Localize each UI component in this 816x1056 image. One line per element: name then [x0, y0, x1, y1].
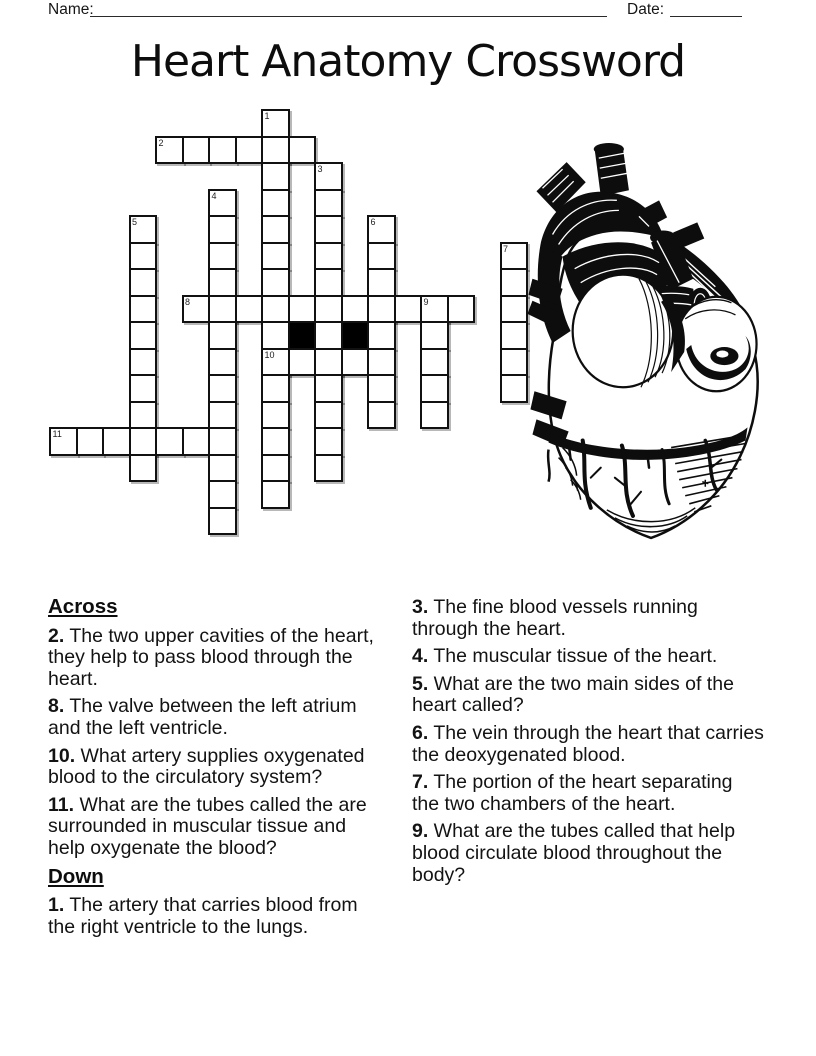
clue-number: 11: [52, 429, 62, 439]
crossword-cell[interactable]: [314, 454, 343, 483]
crossword-cell[interactable]: [208, 136, 237, 165]
crossword-cell[interactable]: [261, 268, 290, 297]
crossword-cell[interactable]: [129, 454, 158, 483]
crossword-cell[interactable]: [314, 321, 343, 350]
crossword-cell[interactable]: [208, 401, 237, 430]
crossword-cell[interactable]: [314, 427, 343, 456]
crossword-cell[interactable]: [367, 268, 396, 297]
crossword-cell[interactable]: [420, 348, 449, 377]
crossword-cell[interactable]: [367, 374, 396, 403]
clue-number-label: 2.: [48, 624, 65, 647]
crossword-cell[interactable]: [155, 427, 184, 456]
clue-number: 6: [370, 217, 376, 227]
crossword-cell[interactable]: [261, 215, 290, 244]
crossword-cell[interactable]: [420, 374, 449, 403]
crossword-cell[interactable]: [129, 348, 158, 377]
crossword-cell[interactable]: [367, 401, 396, 430]
clue-number: 9: [423, 296, 429, 307]
crossword-cell[interactable]: [182, 427, 211, 456]
blocked-cell: [288, 321, 317, 350]
crossword-cell[interactable]: [314, 401, 343, 430]
clue-number: 4: [211, 190, 217, 201]
crossword-cell[interactable]: [261, 401, 290, 430]
crossword-cell[interactable]: [208, 242, 237, 271]
anatomical-heart-engraving: [518, 136, 770, 543]
clue-number-label: 8.: [48, 695, 65, 718]
crossword-cell[interactable]: [102, 427, 131, 456]
clue: 1. The artery that carries blood from the right ventricle to the lungs.: [48, 894, 358, 938]
crossword-cell[interactable]: [208, 454, 237, 483]
crossword-cell[interactable]: [129, 268, 158, 297]
crossword-cell[interactable]: [420, 321, 449, 350]
clue-number-label: 10.: [48, 744, 76, 767]
crossword-cell[interactable]: [129, 321, 158, 350]
name-blank-line[interactable]: [90, 0, 607, 17]
crossword-cell[interactable]: [235, 136, 264, 165]
crossword-cell[interactable]: [235, 295, 264, 324]
date-blank-line[interactable]: [670, 0, 742, 17]
crossword-cell[interactable]: [129, 242, 158, 271]
crossword-cell[interactable]: [314, 242, 343, 271]
clue: 3. The fine blood vessels running through the heart.: [412, 596, 698, 640]
clue: 6. The vein through the heart that carries the deoxygenated blood.: [412, 721, 764, 766]
crossword-cell[interactable]: [208, 295, 237, 324]
clue-number: 10: [264, 349, 275, 360]
crossword-cell[interactable]: [155, 136, 184, 165]
crossword-cell[interactable]: [208, 268, 237, 297]
clue-number-label: 4.: [412, 645, 429, 668]
page-title: Heart Anatomy Crossword: [130, 36, 686, 87]
crossword-cell[interactable]: [314, 268, 343, 297]
crossword-cell[interactable]: [288, 136, 317, 165]
crossword-cell[interactable]: [261, 189, 290, 218]
crossword-cell[interactable]: [420, 401, 449, 430]
clues-heading-down: Down: [48, 864, 104, 888]
date-label: Date:: [627, 1, 665, 18]
clue-number: 8: [185, 296, 191, 307]
clue-column-left: [48, 595, 382, 944]
crossword-cell[interactable]: [208, 348, 237, 377]
crossword-cell[interactable]: [261, 427, 290, 456]
crossword-cell[interactable]: [261, 348, 290, 377]
crossword-cell[interactable]: [261, 321, 290, 350]
crossword-cell[interactable]: [261, 295, 290, 324]
clue: 4. The muscular tissue of the heart.: [412, 645, 718, 668]
clue-number-label: 1.: [48, 894, 65, 917]
heart-illustration: [518, 136, 770, 543]
blocked-cell: [341, 321, 370, 350]
crossword-cell[interactable]: [314, 348, 343, 377]
crossword-cell[interactable]: [341, 348, 370, 377]
crossword-cell[interactable]: [208, 427, 237, 456]
crossword-cell[interactable]: [261, 480, 290, 509]
crossword-cell[interactable]: [261, 162, 290, 191]
crossword-cell[interactable]: [76, 427, 105, 456]
clues-heading-across: Across: [48, 595, 118, 618]
crossword-cell[interactable]: [208, 321, 237, 350]
clue-number-label: 6.: [412, 721, 429, 744]
name-label: Name:: [48, 1, 94, 18]
crossword-cell[interactable]: [129, 374, 158, 403]
crossword-cell[interactable]: [261, 109, 290, 138]
crossword-cell[interactable]: [367, 215, 396, 244]
crossword-cell[interactable]: [129, 295, 158, 324]
clue-number: 5: [132, 217, 138, 227]
clue: 11. What are the tubes called the are surrounded in muscular tissue and help oxygenate the blood?: [48, 793, 367, 859]
clue: 5. What are the two main sides of the heart called?: [412, 672, 734, 717]
crossword-cell[interactable]: [367, 348, 396, 377]
crossword-cell[interactable]: [314, 374, 343, 403]
crossword-cell[interactable]: [288, 295, 317, 324]
crossword-cell[interactable]: [129, 427, 158, 456]
clue-number: 7: [503, 243, 509, 254]
crossword-grid: [49, 109, 531, 539]
crossword-cell[interactable]: [314, 189, 343, 218]
crossword-cell[interactable]: [208, 189, 237, 218]
crossword-cell[interactable]: [341, 295, 370, 324]
crossword-cell[interactable]: [420, 295, 449, 324]
clue-number-label: 3.: [412, 596, 429, 618]
crossword-cell[interactable]: [208, 215, 237, 244]
crossword-cell[interactable]: [182, 295, 211, 324]
clue: 2. The two upper cavities of the heart, they help to pass blood through the heart.: [48, 624, 374, 690]
crossword-cell[interactable]: [447, 295, 476, 324]
crossword-cell[interactable]: [367, 321, 396, 350]
crossword-cell[interactable]: [208, 507, 237, 536]
crossword-cell[interactable]: [261, 242, 290, 271]
clue-number: 1: [264, 111, 270, 121]
crossword-cell[interactable]: [129, 215, 158, 244]
clue-number-label: 11.: [48, 793, 75, 816]
crossword-cell[interactable]: [288, 348, 317, 377]
crossword-cell[interactable]: [367, 242, 396, 271]
crossword-cell[interactable]: [314, 215, 343, 244]
clue-number-label: 7.: [412, 771, 429, 794]
clue-number-label: 9.: [412, 820, 429, 843]
crossword-cell[interactable]: [394, 295, 423, 324]
clue: 8. The valve between the left atrium and the left ventricle.: [48, 695, 357, 739]
crossword-cell[interactable]: [261, 374, 290, 403]
clue: 7. The portion of the heart separating the two chambers of the heart.: [412, 771, 733, 815]
crossword-cell[interactable]: [129, 401, 158, 430]
clue-number-label: 5.: [412, 672, 429, 695]
crossword-cell[interactable]: [49, 427, 78, 456]
crossword-cell[interactable]: [208, 480, 237, 509]
crossword-cell[interactable]: [261, 136, 290, 165]
clue: 10. What artery supplies oxygenated blood to the circulatory system?: [48, 744, 365, 789]
crossword-cell[interactable]: [314, 295, 343, 324]
crossword-cell[interactable]: [208, 374, 237, 403]
clue: 9. What are the tubes called that help blood circulate blood throughout the body?: [412, 820, 736, 886]
clue-number: 2: [158, 137, 164, 148]
crossword-cell[interactable]: [261, 454, 290, 483]
crossword-cell[interactable]: [182, 136, 211, 165]
clue-number: 3: [317, 164, 323, 174]
crossword-cell[interactable]: [367, 295, 396, 324]
clue-column-right: [412, 597, 764, 892]
crossword-cell[interactable]: [314, 162, 343, 191]
